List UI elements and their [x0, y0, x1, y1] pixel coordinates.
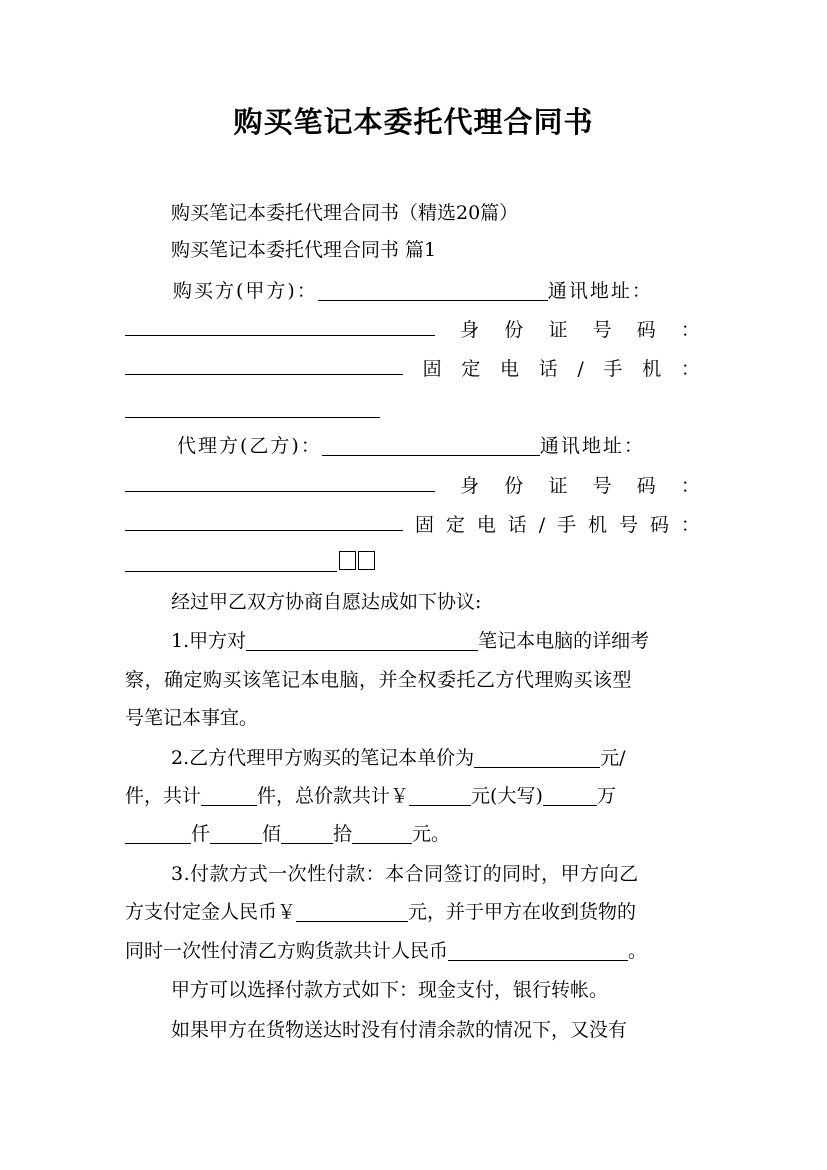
clause-2-text: 件，总价款共计￥ — [257, 785, 410, 807]
id-label-char: ： — [680, 475, 700, 497]
party-b-id-blank[interactable] — [125, 510, 403, 531]
id-label-char: ： — [680, 319, 700, 341]
clause-2-text: 佰 — [262, 823, 282, 845]
id-label-char: 份 — [504, 475, 524, 497]
phone-label-char: 定 — [445, 514, 465, 536]
payment-methods: 甲方可以选择付款方式如下：现金支付，银行转帐。 — [171, 979, 609, 1001]
checkbox-icon[interactable] — [339, 551, 356, 570]
unit-price-blank[interactable] — [474, 747, 600, 768]
document-title: 购买笔记本委托代理合同书 — [233, 105, 594, 139]
party-a-address-label: 通讯地址： — [547, 280, 653, 302]
clause-2-text: 元。 — [412, 823, 451, 845]
clause-2-line-2 — [125, 782, 700, 810]
laptop-model-blank[interactable] — [246, 630, 478, 651]
party-a-phone-line — [125, 354, 700, 383]
party-b-address-blank[interactable] — [125, 471, 435, 492]
id-label-char: 证 — [548, 319, 568, 341]
clause-2-text: 拾 — [333, 823, 353, 845]
party-a-name-blank[interactable] — [318, 280, 548, 301]
amount-wan-blank[interactable] — [543, 785, 597, 806]
party-b-address-label: 通讯地址： — [539, 435, 645, 457]
id-label-char: 码 — [636, 475, 656, 497]
amount-yuan-blank[interactable] — [352, 823, 412, 844]
last-line: 如果甲方在货物送达时没有付清余款的情况下，又没有 — [171, 1019, 628, 1041]
clause-2-text: 万 — [596, 785, 616, 807]
id-label-char: 份 — [504, 319, 524, 341]
clause-3-line-2 — [125, 898, 700, 926]
party-a-label: 购买方(甲方)： — [173, 280, 318, 302]
clause-2-line-3 — [125, 820, 700, 848]
party-b-label: 代理方(乙方)： — [177, 435, 322, 457]
amount-shi-blank[interactable] — [281, 823, 333, 844]
clause-1-line-1 — [125, 627, 746, 655]
id-label-char: 号 — [592, 475, 612, 497]
phone-label-char: 电 — [476, 514, 496, 536]
clause-1-text: 1.甲方对 — [171, 630, 247, 652]
clause-2-text: 2.乙方代理甲方购买的笔记本单价为 — [171, 747, 475, 769]
party-b-line — [125, 432, 752, 460]
total-price-blank[interactable] — [409, 785, 471, 806]
party-b-id-line — [125, 471, 700, 500]
clause-1-text: 笔记本电脑的详细考 — [478, 630, 650, 652]
phone-label-char: 话 — [538, 358, 558, 380]
party-b-phone-line — [125, 510, 700, 539]
clause-2-text: 元(大写) — [471, 785, 543, 807]
phone-label-char: / — [538, 514, 546, 536]
clause-2-text: 件，共计 — [125, 785, 202, 807]
phone-label-char: ： — [680, 358, 700, 380]
intro-text: 经过甲乙双方协商自愿达成如下协议: — [171, 591, 482, 613]
phone-label-char: 码 — [649, 514, 669, 536]
clause-2-line-1 — [125, 744, 746, 772]
id-label-char: 码 — [636, 319, 656, 341]
party-b-phone-blank-line — [125, 548, 700, 576]
phone-label-char: 号 — [619, 514, 639, 536]
party-b-phone-blank[interactable] — [125, 551, 337, 572]
clause-1-line-2: 察，确定购买该笔记本电脑，并全权委托乙方代理购买该型 — [125, 669, 633, 691]
clause-3-text: 同时一次性付清乙方购货款共计人民币 — [125, 940, 449, 962]
clause-3-line-1: 3.付款方式一次性付款：本合同签订的同时，甲方向乙 — [171, 863, 639, 885]
clause-1-line-3: 号笔记本事宜。 — [125, 707, 259, 729]
checkbox-icon[interactable] — [358, 551, 375, 570]
phone-label-char: 话 — [507, 514, 527, 536]
phone-label-char: 手 — [603, 358, 623, 380]
phone-label-char: ： — [680, 514, 700, 536]
id-label-char: 证 — [548, 475, 568, 497]
party-a-phone-blank-line — [125, 394, 700, 422]
party-a-id-line — [125, 315, 700, 344]
party-a-id-blank[interactable] — [125, 354, 403, 375]
clause-3-line-3 — [125, 937, 700, 965]
clause-3-text: 方支付定金人民币￥ — [125, 901, 297, 923]
amount-qian-blank[interactable] — [125, 823, 191, 844]
clause-3-text: 元，并于甲方在收到货物的 — [408, 901, 637, 923]
amount-bai-blank[interactable] — [210, 823, 262, 844]
id-label-char: 身 — [460, 475, 480, 497]
quantity-blank[interactable] — [201, 785, 257, 806]
clause-2-text: 元/ — [600, 747, 626, 769]
phone-label-char: 手 — [557, 514, 577, 536]
party-a-line — [125, 277, 748, 305]
clause-2-text: 仟 — [191, 823, 211, 845]
phone-label-char: 机 — [642, 358, 662, 380]
party-a-address-blank[interactable] — [125, 315, 435, 336]
phone-label-char: 固 — [414, 514, 434, 536]
deposit-blank[interactable] — [296, 901, 408, 922]
phone-label-char: / — [577, 358, 584, 380]
phone-label-char: 电 — [500, 358, 520, 380]
party-a-phone-blank[interactable] — [125, 397, 380, 418]
subtitle: 购买笔记本委托代理合同书（精选20篇） — [171, 202, 519, 224]
section-heading: 购买笔记本委托代理合同书 篇1 — [171, 239, 437, 261]
phone-label-char: 定 — [461, 358, 481, 380]
clause-3-text: 。 — [628, 940, 648, 962]
party-b-name-blank[interactable] — [322, 435, 540, 456]
id-label-char: 身 — [460, 319, 480, 341]
phone-label-char: 固 — [422, 358, 442, 380]
phone-label-char: 机 — [588, 514, 608, 536]
balance-blank[interactable] — [448, 940, 628, 961]
id-label-char: 号 — [592, 319, 612, 341]
